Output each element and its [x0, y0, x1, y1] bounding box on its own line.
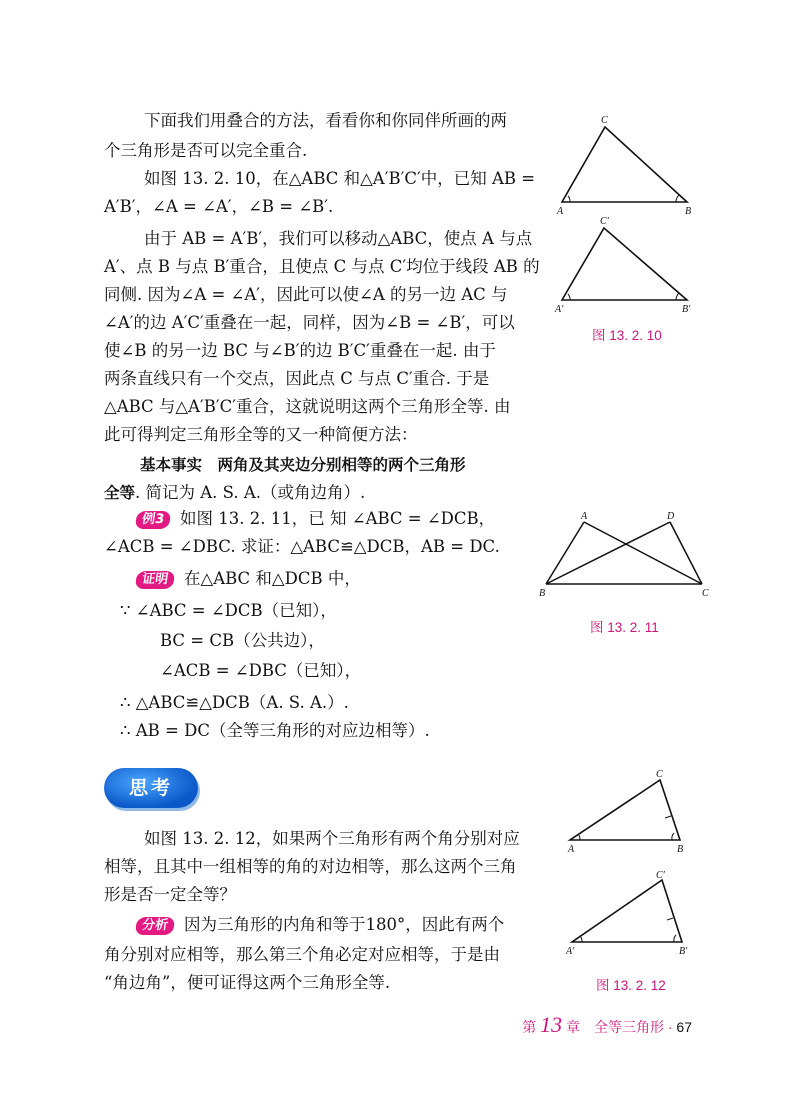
analysis-line: [136, 914, 504, 936]
label-c1: C′: [656, 870, 665, 881]
label-c: C: [656, 770, 663, 780]
proof-step: ∴ AB = DC（全等三角形的对应边相等）.: [120, 721, 430, 740]
proof-step: ∴ △ABC≌△DCB（A. S. A.）.: [120, 693, 349, 712]
chapter-title: 章 全等三角形 ·: [565, 1019, 673, 1035]
angle-mark-b1: [674, 935, 676, 942]
basic-fact-abbrev: . 简记为 A. S. A.（或角边角）.: [135, 483, 366, 502]
triangle-a1b1c1: [572, 880, 682, 942]
text-line: 由于 AB = A′B′，我们可以移动△ABC，使点 A 与点: [144, 229, 533, 248]
basic-fact-cont: [104, 482, 365, 504]
figure-13-2-12: [560, 770, 710, 970]
triangle-abc: [562, 127, 687, 202]
angle-mark-b: [676, 195, 679, 202]
text-line: 此可得判定三角形全等的又一种简便方法：: [104, 425, 418, 444]
label-c: C: [702, 588, 709, 598]
segment-ac: [584, 522, 702, 584]
analysis-tag: 分析: [135, 917, 176, 935]
angle-mark-a1: [568, 294, 570, 300]
proof-tag: 证明: [135, 571, 176, 589]
tick-mark: [665, 816, 671, 818]
chapter-prefix: 第: [522, 1019, 537, 1035]
basic-fact-bold: 全等: [104, 484, 136, 502]
label-b: B: [685, 206, 692, 217]
proof-text: 在△ABC 和△DCB 中，: [184, 569, 361, 588]
analysis-text: 角分别对应相等，那么第三个角必定对应相等，于是由: [104, 945, 500, 964]
figure-13-2-10: [552, 110, 702, 320]
page-footer: [522, 1012, 692, 1038]
text-line: A′、点 B 与点 B′重合，且使点 C 与点 C′均位于线段 AB 的: [104, 257, 540, 276]
segment-cd: [670, 522, 702, 584]
figure-caption: 图 13. 2. 11: [590, 620, 659, 635]
proof-step: BC = CB（公共边），: [160, 631, 325, 650]
basic-fact: 基本事实 两角及其夹边分别相等的两个三角形: [140, 456, 466, 474]
label-a: A: [568, 844, 575, 855]
example-line-2: ∠ACB = ∠DBC. 求证：△ABC≌△DCB，AB = DC.: [104, 537, 500, 556]
label-d: D: [667, 511, 675, 522]
label-b1: B′: [679, 946, 688, 957]
example-tag: 例3: [135, 511, 172, 529]
text-line: 使∠B 的另一边 BC 与∠B′的边 B′C′重叠在一起. 由于: [104, 341, 496, 360]
figure-caption: 图 13. 2. 10: [592, 328, 662, 343]
label-a: A: [581, 511, 588, 522]
tick-mark: [667, 918, 673, 920]
think-question: 如图 13. 2. 12，如果两个三角形有两个角分别对应: [144, 829, 520, 848]
triangle-abc: [570, 780, 680, 840]
proof-step: ∵ ∠ABC = ∠DCB（已知），: [120, 601, 337, 620]
text-line: 下面我们用叠合的方法，看看你和你同伴所画的两: [144, 111, 507, 130]
think-badge: [104, 768, 198, 808]
triangle-a1b1c1: [562, 228, 687, 300]
text-line: △ABC 与△A′B′C′重合，这就说明这两个三角形全等. 由: [104, 397, 511, 416]
analysis-text: 因为三角形的内角和等于180°，因此有两个: [184, 915, 505, 934]
proof-step: ∠ACB = ∠DBC（已知），: [160, 661, 362, 680]
think-label: 思考: [128, 777, 173, 799]
label-a1: A′: [555, 304, 564, 315]
example-text: 如图 13. 2. 11，已 知 ∠ABC = ∠DCB，: [180, 509, 496, 528]
angle-mark-b: [672, 833, 674, 840]
text-line: A′B′，∠A = ∠A′，∠B = ∠B′.: [104, 197, 334, 216]
proof-line: [136, 568, 361, 590]
text-line: 如图 13. 2. 10，在△ABC 和△A′B′C′中，已知 AB =: [144, 169, 536, 188]
chapter-number: 13: [540, 1012, 563, 1037]
label-c: C: [601, 115, 608, 126]
figure-13-2-11: [536, 508, 716, 598]
label-b1: B′: [682, 304, 691, 315]
label-b: B: [677, 844, 684, 855]
figure-caption: 图 13. 2. 12: [596, 978, 666, 993]
angle-mark-a: [568, 196, 570, 202]
label-b: B: [539, 588, 546, 598]
think-question: 形是否一定全等？: [104, 885, 236, 904]
text-line: 同侧. 因为∠A = ∠A′，因此可以使∠A 的另一边 AC 与: [104, 285, 508, 304]
text-line: 个三角形是否可以完全重合.: [104, 141, 308, 160]
analysis-text: “角边角”，便可证得这两个三角形全等.: [104, 973, 391, 992]
angle-mark-b1: [676, 293, 679, 300]
think-question: 相等，且其中一组相等的角的对边相等，那么这两个三角: [104, 857, 517, 876]
label-a: A: [557, 206, 564, 217]
text-line: 两条直线只有一个交点，因此点 C 与点 C′重合. 于是: [104, 369, 490, 388]
label-a1: A′: [566, 946, 575, 957]
label-c1: C′: [600, 216, 609, 227]
text-line: ∠A′的边 A′C′重叠在一起，同样，因为∠B = ∠B′，可以: [104, 313, 515, 332]
page-number: 67: [676, 1019, 692, 1035]
example-line: [136, 508, 495, 530]
